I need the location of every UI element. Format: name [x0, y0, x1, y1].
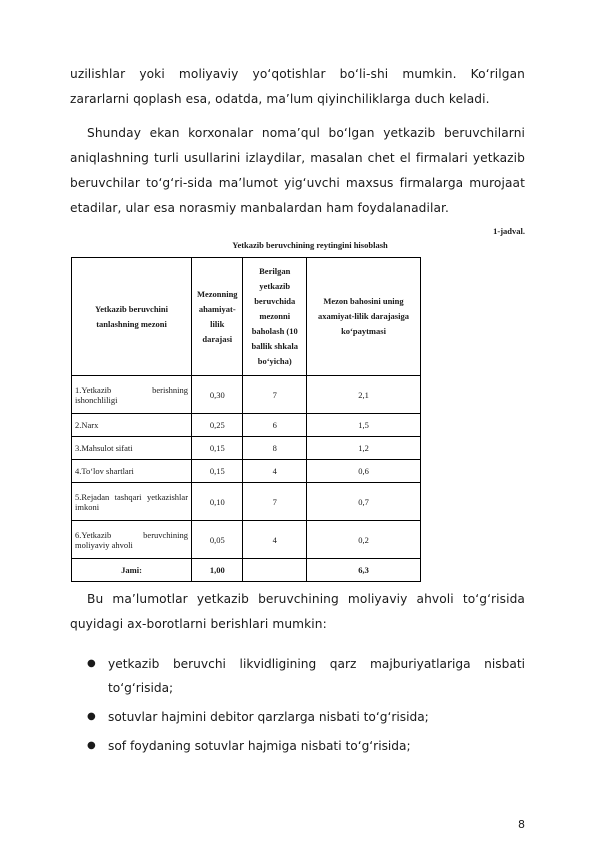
rating-table	[71, 257, 421, 582]
cell-weight: 0,15	[192, 437, 243, 460]
cell-weight: 0,10	[192, 483, 243, 521]
table-header-row	[72, 258, 421, 376]
list-item	[70, 705, 525, 729]
paragraph-intro: uzilishlar yoki moliyaviy yo‘qotishlar bo‘li-shi mumkin. Ko‘rilgan zararlarni qoplash esa, odatda, ma’lum qiyinchiliklarga duch keladi.	[70, 67, 525, 106]
cell-score: 6	[243, 414, 307, 437]
page-number: 8	[518, 818, 525, 831]
cell-product: 1,5	[307, 414, 421, 437]
bullet-icon: ●	[87, 740, 96, 751]
table-row	[72, 414, 421, 437]
cell-criterion: 3.Mahsulot sifati	[72, 437, 192, 460]
paragraph-suppliers: Shunday ekan korxonalar noma’qul bo‘lgan yetkazib beruvchilarni aniqlashning turli usullarini izlaydilar, masalan chet el firmalari yetkazib beruvchilar to‘g‘ri-sida ma’lumot yig‘uvchi maxsus firmalarga murojaat etadilar, ular esa norasmiy manbalardan ham foydalanadilar.	[70, 126, 525, 215]
table-row	[72, 521, 421, 559]
table-row	[72, 376, 421, 414]
table-row	[72, 483, 421, 521]
cell-weight: 0,25	[192, 414, 243, 437]
cell-product: 0,6	[307, 460, 421, 483]
table-title: Yetkazib beruvchining reytingini hisoblash	[232, 240, 388, 250]
cell-product: 0,2	[307, 521, 421, 559]
paragraph-info: Bu ma’lumotlar yetkazib beruvchining moliyaviy ahvoli to‘g‘risida quyidagi ax-borotlarni berishlari mumkin:	[70, 592, 525, 631]
cell-score: 7	[243, 483, 307, 521]
cell-score: 8	[243, 437, 307, 460]
cell-criterion: 4.To‘lov shartlari	[72, 460, 192, 483]
table-row	[72, 437, 421, 460]
cell-weight: 0,05	[192, 521, 243, 559]
list-item-text: sof foydaning sotuvlar hajmiga nisbati to‘g‘risida;	[108, 739, 411, 753]
total-product: 6,3	[307, 559, 421, 582]
list-item	[70, 734, 525, 758]
cell-product: 0,7	[307, 483, 421, 521]
header-criterion: Yetkazib beruvchini tanlashning mezoni	[72, 258, 192, 376]
total-label: Jami:	[72, 559, 192, 582]
header-score: Berilgan yetkazib beruvchida mezonni baholash (10 ballik shkala bo‘yicha)	[243, 258, 307, 376]
table-row	[72, 460, 421, 483]
table-number: 1-jadval.	[493, 226, 525, 236]
bullet-icon: ●	[87, 711, 96, 722]
cell-criterion: 1.Yetkazib berishning ishonchliligi	[72, 376, 192, 414]
cell-score: 4	[243, 460, 307, 483]
cell-weight: 0,30	[192, 376, 243, 414]
table-total-row	[72, 559, 421, 582]
list-item	[70, 652, 525, 700]
cell-criterion: 5.Rejadan tashqari yetkazishlar imkoni	[72, 483, 192, 521]
cell-criterion: 6.Yetkazib beruvchining moliyaviy ahvoli	[72, 521, 192, 559]
total-score	[243, 559, 307, 582]
cell-weight: 0,15	[192, 460, 243, 483]
cell-product: 1,2	[307, 437, 421, 460]
header-weight: Mezonning ahamiyat-lilik darajasi	[192, 258, 243, 376]
header-product: Mezon bahosini uning axamiyat-lilik darajasiga ko‘paytmasi	[307, 258, 421, 376]
cell-score: 4	[243, 521, 307, 559]
list-item-text: sotuvlar hajmini debitor qarzlarga nisbati to‘g‘risida;	[108, 710, 429, 724]
cell-score: 7	[243, 376, 307, 414]
cell-product: 2,1	[307, 376, 421, 414]
bullet-icon: ●	[87, 658, 96, 669]
cell-criterion: 2.Narx	[72, 414, 192, 437]
total-weight: 1,00	[192, 559, 243, 582]
list-item-text: yetkazib beruvchi likvidligining qarz majburiyatlariga nisbati to‘g‘risida;	[108, 657, 525, 695]
bullet-list	[70, 652, 525, 763]
